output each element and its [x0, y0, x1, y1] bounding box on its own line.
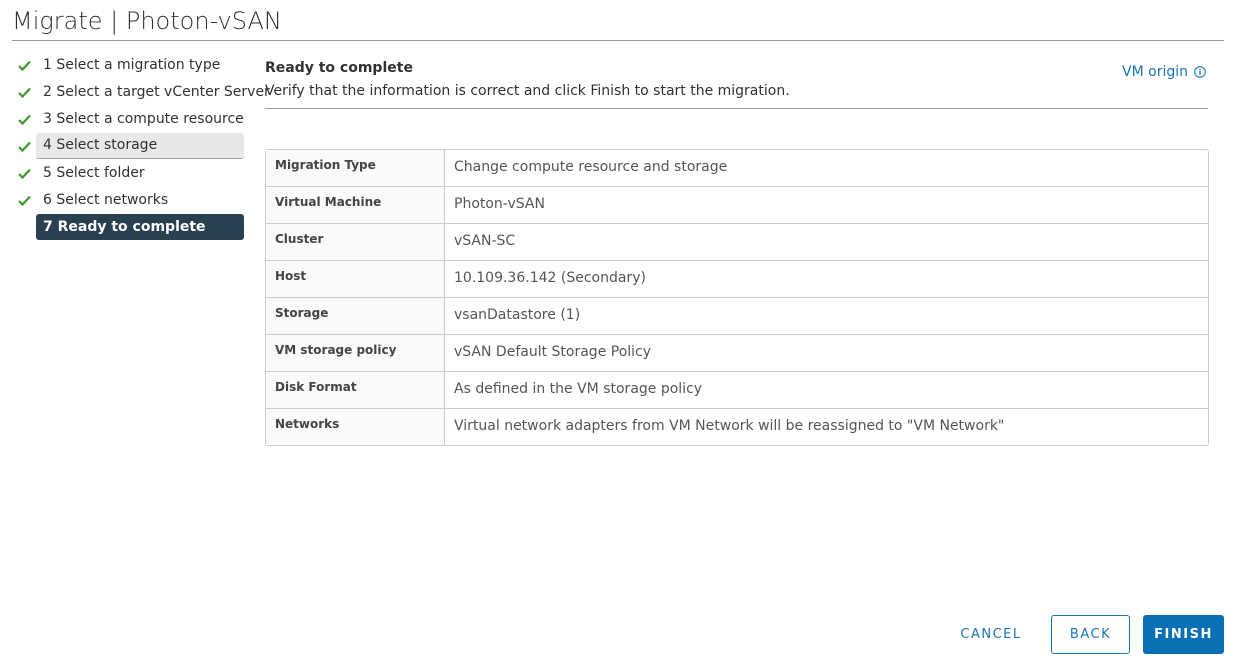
table-row: [266, 298, 1208, 335]
step-label: 2 Select a target vCenter Server: [43, 84, 270, 100]
check-icon: [18, 79, 36, 105]
step-select-folder[interactable]: [18, 160, 246, 186]
info-circle-icon: [1194, 66, 1206, 78]
back-button[interactable]: BACK: [1051, 615, 1130, 654]
step-select-migration-type[interactable]: [18, 52, 246, 78]
row-key: Networks: [266, 409, 445, 445]
step-select-storage[interactable]: [18, 133, 246, 159]
row-value: vSAN-SC: [454, 233, 516, 249]
table-row: [266, 224, 1208, 261]
table-row: [266, 335, 1208, 372]
row-key: Cluster: [266, 224, 445, 260]
cancel-button[interactable]: CANCEL: [960, 627, 1022, 642]
table-row: [266, 261, 1208, 298]
table-row: [266, 409, 1208, 445]
page-title: Ready to complete: [265, 60, 413, 76]
check-icon: [18, 187, 36, 213]
finish-button[interactable]: FINISH: [1143, 615, 1224, 654]
step-spacer: [18, 214, 36, 240]
row-value: Change compute resource and storage: [454, 159, 728, 175]
wizard-steps: [18, 52, 270, 241]
step-label: 3 Select a compute resource: [43, 111, 244, 127]
step-label: 5 Select folder: [43, 165, 145, 181]
step-label: 6 Select networks: [43, 192, 169, 208]
row-value: As defined in the VM storage policy: [454, 381, 703, 397]
vm-origin-label: VM origin: [1122, 64, 1188, 80]
step-label: 4 Select storage: [36, 133, 244, 159]
row-key: Virtual Machine: [266, 187, 445, 223]
check-icon: [18, 52, 36, 78]
summary-table: [265, 149, 1209, 446]
table-row: [266, 187, 1208, 224]
row-key: VM storage policy: [266, 335, 445, 371]
table-row: [266, 150, 1208, 187]
row-value: 10.109.36.142 (Secondary): [454, 270, 646, 286]
table-row: [266, 372, 1208, 409]
row-key: Disk Format: [266, 372, 445, 408]
step-ready-to-complete[interactable]: [18, 214, 246, 240]
row-value: vsanDatastore (1): [454, 307, 581, 323]
title-divider: [12, 40, 1224, 41]
check-icon: [18, 106, 36, 132]
main-panel: [265, 58, 1208, 109]
step-label: 7 Ready to complete: [36, 214, 244, 240]
step-label: 1 Select a migration type: [43, 57, 221, 73]
step-select-target-vcenter[interactable]: [18, 79, 270, 105]
check-icon: [18, 133, 36, 159]
row-value: Virtual network adapters from VM Network will be reassigned to "VM Network": [454, 418, 1005, 434]
step-select-compute-resource[interactable]: [18, 106, 246, 132]
page-header: [265, 58, 1208, 109]
row-key: Migration Type: [266, 150, 445, 186]
step-select-networks[interactable]: [18, 187, 246, 213]
vm-origin-link[interactable]: [1122, 64, 1206, 80]
dialog-title: Migrate | Photon-vSAN: [12, 7, 282, 35]
row-value: vSAN Default Storage Policy: [454, 344, 652, 360]
page-subtitle: Verify that the information is correct and click Finish to start the migration.: [265, 83, 790, 99]
row-key: Host: [266, 261, 445, 297]
row-key: Storage: [266, 298, 445, 334]
check-icon: [18, 160, 36, 186]
row-value: Photon-vSAN: [454, 196, 545, 212]
